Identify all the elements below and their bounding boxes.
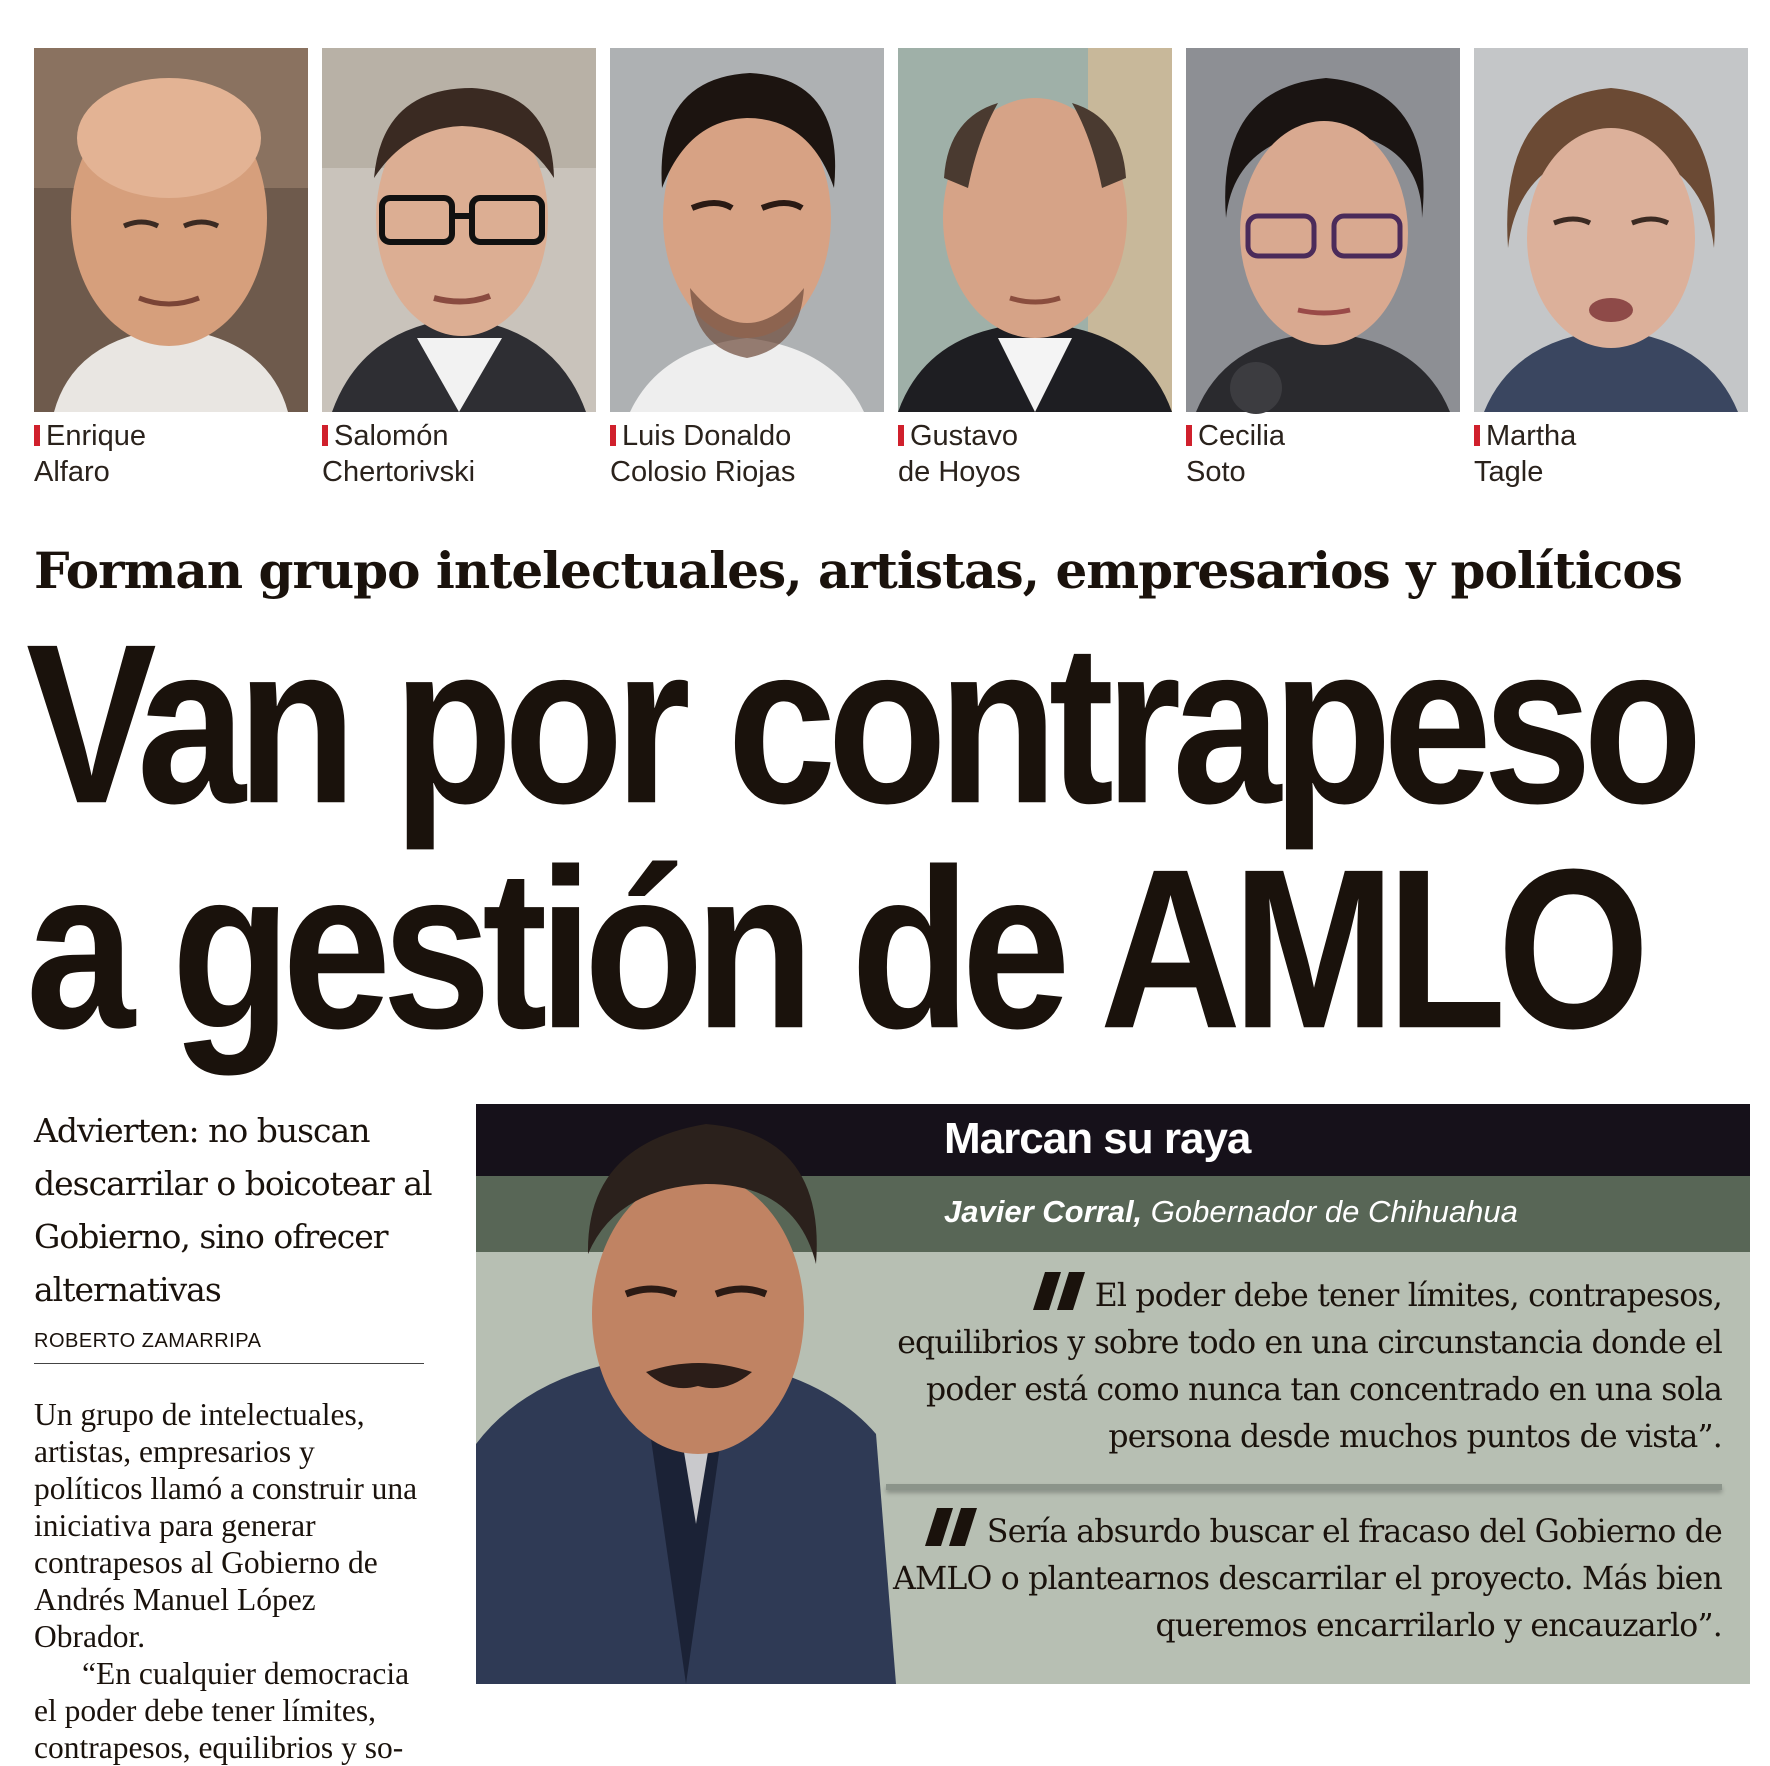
quote-1-text: El poder debe tener límites, contrapesos, equilibrios y sobre todo en una circunstancia donde el poder está como nunca tan concentrado en una sola persona desde muchos puntos de vista”. (897, 1278, 1722, 1455)
photo-enrique-alfaro (34, 48, 308, 412)
photo-luis-donaldo-colosio (610, 48, 884, 412)
caption-cecilia-soto (1186, 418, 1460, 490)
deck: Advierten: no buscan descarrilar o boicotear al Gobierno, sino ofrecer alternativas (34, 1111, 432, 1309)
speaker-name: Javier Corral, (944, 1194, 1143, 1229)
headline (26, 596, 1756, 1076)
photo-cecilia-soto (1186, 48, 1460, 412)
quote-2 (876, 1508, 1722, 1650)
caption-luis-donaldo-colosio (610, 418, 884, 490)
sidebar-attribution (944, 1194, 1518, 1230)
caption-last-name: Colosio Riojas (610, 456, 796, 488)
photo-salomon-chertorivski (322, 48, 596, 412)
quote-2-text: Sería absurdo buscar el fracaso del Gobierno de AMLO o plantearnos descarrilar el proyecto. Más bien queremos encarrilarlo y encauzarlo”. (893, 1514, 1722, 1644)
red-bullet-icon (34, 425, 40, 446)
caption-last-name: Chertorivski (322, 456, 476, 488)
photo-martha-tagle (1474, 48, 1748, 412)
kicker: Forman grupo intelectuales, artistas, empresarios y políticos (34, 541, 1682, 600)
photo-gustavo-de-hoyos (898, 48, 1172, 412)
red-bullet-icon (610, 425, 616, 446)
article-body (34, 1396, 430, 1765)
byline: ROBERTO ZAMARRIPA (34, 1330, 424, 1364)
caption-salomon-chertorivski (322, 418, 596, 490)
photo-strip (34, 48, 1750, 498)
quote-mark-icon (1031, 1272, 1087, 1310)
caption-enrique-alfaro (34, 418, 308, 490)
sidebar-title: Marcan su raya (944, 1114, 1251, 1163)
quote-sidebar (476, 1104, 1750, 1684)
caption-martha-tagle (1474, 418, 1748, 490)
caption-last-name: Tagle (1474, 456, 1544, 488)
red-bullet-icon (898, 425, 904, 446)
headline-line-1: Van por contrapeso (26, 596, 1694, 851)
article-paragraph-1: Un grupo de intelectuales, artistas, empresarios y políticos llamó a construir una iniciativa para generar contrapesos al Gobierno de Andrés Manuel López Obrador. (34, 1397, 418, 1654)
speaker-role: Gobernador de Chihuahua (1150, 1194, 1518, 1229)
caption-first-name: Salomón (334, 420, 449, 452)
quote-divider (886, 1484, 1722, 1490)
caption-last-name: de Hoyos (898, 456, 1021, 488)
quote-mark-icon (923, 1508, 979, 1546)
caption-first-name: Gustavo (910, 420, 1018, 452)
caption-first-name: Cecilia (1198, 420, 1286, 452)
photo-javier-corral (476, 1104, 896, 1684)
caption-first-name: Enrique (46, 420, 146, 452)
red-bullet-icon (322, 425, 328, 446)
caption-first-name: Luis Donaldo (622, 420, 792, 452)
caption-first-name: Martha (1486, 420, 1577, 452)
red-bullet-icon (1474, 425, 1480, 446)
red-bullet-icon (1186, 425, 1192, 446)
quote-1 (876, 1272, 1722, 1461)
caption-gustavo-de-hoyos (898, 418, 1172, 490)
caption-last-name: Soto (1186, 456, 1246, 488)
headline-line-2: a gestión de AMLO (26, 821, 1641, 1076)
article-paragraph-2: “En cualquier democracia el poder debe tener límites, contrapesos, equilibrios y so- (34, 1656, 410, 1765)
caption-last-name: Alfaro (34, 456, 110, 488)
